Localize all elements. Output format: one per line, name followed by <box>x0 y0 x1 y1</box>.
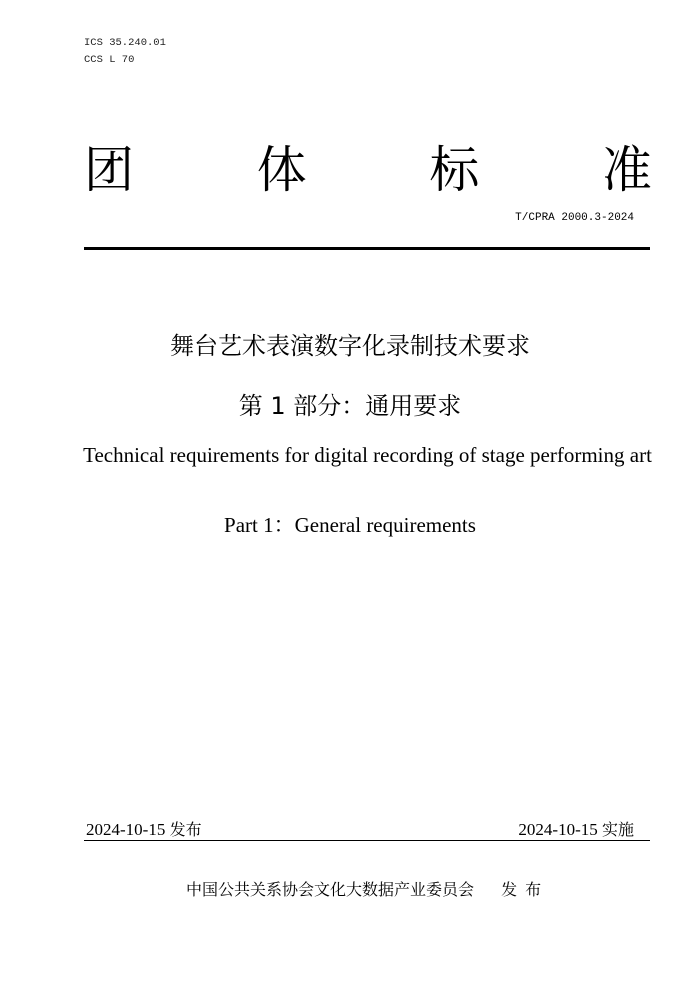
ics-code: ICS 35.240.01 <box>84 37 166 49</box>
document-type-title <box>84 140 652 200</box>
bottom-divider <box>84 840 650 841</box>
implement-date-value: 2024-10-15 <box>518 820 598 839</box>
date-row <box>84 817 650 841</box>
title-char: 准 <box>601 141 652 199</box>
issuer-action: 发布 <box>501 880 550 899</box>
publish-date-value: 2024-10-15 <box>86 820 166 839</box>
title-char: 体 <box>256 141 307 199</box>
ccs-code: CCS L 70 <box>84 54 135 66</box>
chinese-main-title: 舞台艺术表演数字化录制技术要求 <box>170 332 530 360</box>
english-part-title: Part 1：General requirements <box>224 513 476 537</box>
publish-label: 发布 <box>169 820 202 839</box>
standard-number: T/CPRA 2000.3-2024 <box>515 212 634 224</box>
implement-label: 实施 <box>601 820 634 839</box>
classification-codes <box>84 35 166 69</box>
publish-date <box>86 817 202 840</box>
english-main-title: Technical requirements for digital recording of stage performing art <box>83 443 652 467</box>
title-char: 标 <box>429 141 480 199</box>
implement-date <box>518 817 634 840</box>
issuer-line <box>186 877 549 900</box>
top-divider <box>84 247 650 250</box>
title-char: 团 <box>84 141 134 199</box>
issuer-name: 中国公共关系协会文化大数据产业委员会 <box>186 880 475 899</box>
chinese-part-title: 第 1 部分：通用要求 <box>238 392 462 420</box>
